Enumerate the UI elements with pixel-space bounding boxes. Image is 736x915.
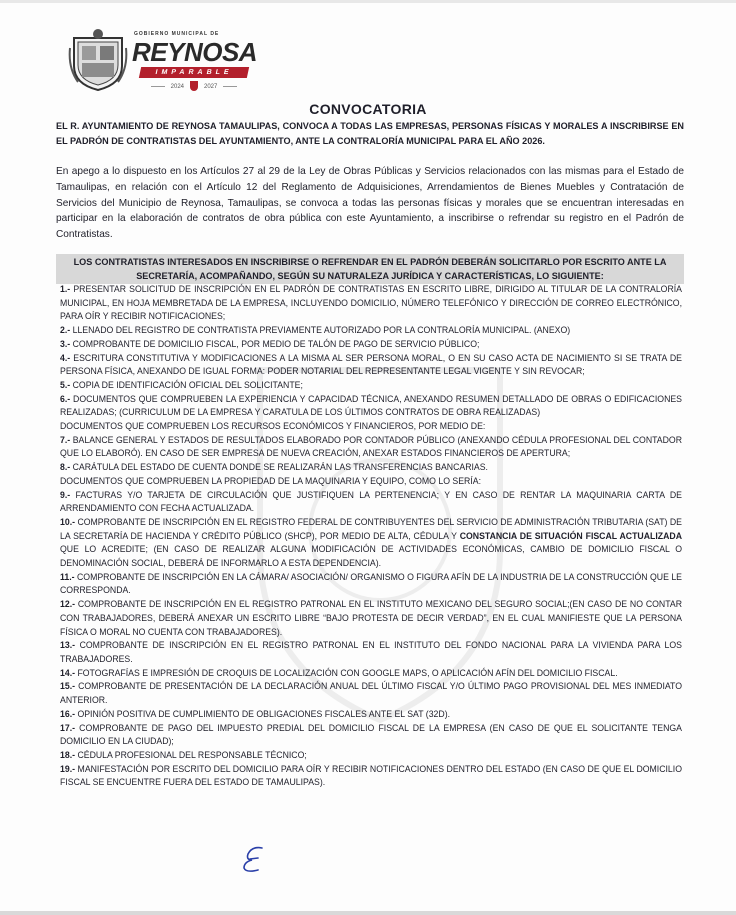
requirement-text: CÉDULA PROFESIONAL DEL RESPONSABLE TÉCNICO; — [75, 749, 307, 760]
requirement-item — [60, 324, 682, 338]
requirement-item — [60, 749, 682, 763]
requirement-item — [60, 489, 682, 516]
requirement-number: 16.- — [60, 708, 76, 719]
requirement-text: LLENADO DEL REGISTRO DE CONTRATISTA PREVIAMENTE AUTORIZADO POR LA CONTRALORÍA MUNICIPAL. (ANEXO) — [70, 325, 571, 336]
requirement-text: COMPROBANTE DE PAGO DEL IMPUESTO PREDIAL DEL DOMICILIO FISCAL DE LA EMPRESA (EN CASO DE QUE EL SOLICITANTE TENGA DOMICILIO EN LA CIUDAD); — [60, 722, 682, 747]
requirement-item — [60, 708, 682, 722]
requirement-item — [60, 338, 682, 352]
government-line: GOBIERNO MUNICIPAL DE — [134, 31, 220, 37]
requirement-number: 10.- — [60, 516, 76, 527]
requirement-item — [60, 393, 682, 420]
requirement-item — [60, 434, 682, 461]
requirement-number: 18.- — [60, 749, 76, 760]
requirement-number: 8.- — [60, 462, 71, 473]
requirement-text: COMPROBANTE DE INSCRIPCIÓN EN EL REGISTRO PATRONAL EN EL INSTITUTO MEXICANO DEL SEGURO SOCIAL;(EN CASO DE NO CONTAR CON TRABAJADORES, DEBERÁ ANEXAR UN ESCRITO LIBRE “BAJO PROTESTA DE DECIR VERDAD”, EN EL CUAL MANIFIESTE QUE LA PERSONA FÍSICA O MORAL NO CUENTA CON TRABAJADORES). — [60, 599, 682, 637]
requirement-text: COMPROBANTE DE INSCRIPCIÓN EN EL REGISTRO PATRONAL EN EL INSTITUTO DEL FONDO NACIONAL PARA LA VIVIENDA PARA LOS TRABAJADORES. — [60, 640, 682, 664]
intro-statement: EL R. AYUNTAMIENTO DE REYNOSA TAMAULIPAS, CONVOCA A TODAS LAS EMPRESAS, PERSONAS FÍSICAS Y MORALES A INSCRIBIRSE EN EL PADRÓN DE CONTRATISTAS DEL AYUNTAMIENTO, ANTE LA CONTRALORÍA MUNICIPAL PARA EL AÑO 2026. — [56, 121, 684, 146]
requirement-text: DOCUMENTOS QUE COMPRUEBEN LA EXPERIENCIA Y CAPACIDAD TÉCNICA, ANEXANDO RESUMEN DETALLADO DE OBRAS O EDIFICACIONES REALIZADAS; (CURRICULUM DE LA EMPRESA Y CARATULA DE LOS ÚLTIMOS CONTRATOS DE OBRA REALIZADAS) — [60, 393, 682, 418]
requirement-item — [60, 283, 682, 324]
requirement-subheading: DOCUMENTOS QUE COMPRUEBEN LA PROPIEDAD DE LA MAQUINARIA Y EQUIPO, COMO LO SERÍA: — [60, 475, 482, 486]
requirement-item — [60, 379, 682, 393]
requirement-text: COMPROBANTE DE INSCRIPCIÓN EN LA CÁMARA/ ASOCIACIÓN/ ORGANISMO O FIGURA AFÍN DE LA INDUSTRIA DE LA CONSTRUCCIÓN QUE LE CORRESPONDA. — [60, 571, 682, 596]
year-start: 2024 — [170, 83, 184, 90]
requirement-item — [60, 598, 682, 639]
requirement-number: 5.- — [60, 379, 71, 390]
requirement-text: FOTOGRAFÍAS E IMPRESIÓN DE CROQUIS DE LOCALIZACIÓN CON GOOGLE MAPS, O APLICACIÓN AFÍN DEL DOMICILIO FISCAL. — [75, 667, 618, 678]
requirement-number: 14.- — [60, 667, 76, 678]
requirement-item — [60, 461, 682, 475]
requirement-number: 4.- — [60, 352, 71, 363]
requirement-number: 19.- — [60, 763, 76, 774]
requirement-number: 6.- — [60, 393, 71, 404]
requirement-number: 1.- — [60, 284, 71, 294]
requirement-text: ESCRITURA CONSTITUTIVA Y MODIFICACIONES A LA MISMA AL SER PERSONA MORAL, O EN SU CASO ACTA DE NACIMIENTO SI SE TRATA DE PERSONA FÍSICA, ANEXANDO DE IGUAL FORMA: PODER NOTARIAL DEL REPRESENTANTE LEGAL VIGENTE Y SIN REVOCAR; — [60, 352, 682, 377]
city-name: REYNOSA — [132, 37, 258, 67]
requirement-item — [60, 639, 682, 666]
legal-paragraph: En apego a lo dispuesto en los Artículos 27 al 29 de la Ley de Obras Públicas y Servicios relacionados con las mismas para el Estado de Tamaulipas, en relación con el Artículo 12 del Reglamento de Adquisiciones, Arrendamientos de Bienes Muebles y Contratación de Servicios del Municipio de Reynosa, Tamaulipas, se convoca a todas las personas físicas y morales que se encuentran interesadas en participar en la elaboración de contratos de obra pública con este Ayuntamiento, a inscribirse o refrendar su registro en el Padrón de Contratistas. — [56, 166, 684, 241]
requirement-text: PRESENTAR SOLICITUD DE INSCRIPCIÓN EN EL PADRÓN DE CONTRATISTAS EN ESCRITO LIBRE, DIRIGIDO AL TITULAR DE LA CONTRALORÍA MUNICIPAL, EN HOJA MEMBRETADA DE LA EMPRESA, INCLUYENDO DOMICILIO, NÚMERO TELEFÓNICO Y DIRECCIÓN DE CORREO ELECTRÓNICO, PARA OÍR Y RECIBIR NOTIFICACIONES; — [60, 284, 682, 322]
requirement-number: 15.- — [60, 681, 76, 692]
requirement-text: CARÁTULA DEL ESTADO DE CUENTA DONDE SE REALIZARÁN LAS TRANSFERENCIAS BANCARIAS. — [70, 462, 488, 473]
requirement-text: OPINIÓN POSITIVA DE CUMPLIMIENTO DE OBLIGACIONES FISCALES ANTE EL SAT (32D). — [75, 708, 451, 719]
requirement-number: 3.- — [60, 338, 71, 349]
tagline-banner: IMPARABLE — [139, 67, 249, 78]
requirement-item — [60, 667, 682, 681]
requirement-text: MANIFESTACIÓN POR ESCRITO DEL DOMICILIO PARA OÍR Y RECIBIR NOTIFICACIONES DENTRO DEL ESTADO (EN CASO DE QUE EL DOMICILIO FISCAL SE ENCUENTRE FUERA DEL ESTADO DE TAMAULIPAS). — [60, 763, 682, 788]
requirement-subheading: DOCUMENTOS QUE COMPRUEBEN LOS RECURSOS ECONÓMICOS Y FINANCIEROS, POR MEDIO DE: — [60, 421, 486, 432]
coat-of-arms-icon — [68, 28, 128, 92]
handwritten-initial-icon — [238, 842, 272, 874]
page-title: CONVOCATORIA — [309, 101, 427, 117]
municipal-logo — [68, 28, 258, 98]
requirement-text: FACTURAS Y/O TARJETA DE CIRCULACIÓN QUE JUSTIFIQUEN LA PERTENENCIA; Y EN CASO DE RENTAR LA MAQUINARIA CARTA DE ARRENDAMIENTO CON FECHA ACTUALIZADA. — [60, 489, 682, 514]
requirement-number: 9.- — [60, 489, 71, 500]
requirement-item — [60, 516, 682, 571]
requirement-text: COPIA DE IDENTIFICACIÓN OFICIAL DEL SOLICITANTE; — [70, 379, 303, 390]
scan-edge-bottom — [0, 911, 736, 915]
shield-icon — [190, 81, 198, 91]
requirement-item — [60, 571, 682, 598]
requirement-text: COMPROBANTE DE PRESENTACIÓN DE LA DECLARACIÓN ANUAL DEL ÚLTIMO FISCAL Y/O ÚLTIMO PAGO PROVISIONAL DEL MES INMEDIATO ANTERIOR. — [60, 681, 682, 706]
year-end: 2027 — [204, 83, 218, 90]
requirement-item — [60, 680, 682, 707]
requirement-number: 7.- — [60, 434, 71, 445]
scan-edge-top — [0, 0, 736, 3]
requirement-number: 17.- — [60, 722, 76, 733]
requirement-emphasis: CONSTANCIA DE SITUACIÓN FISCAL ACTUALIZADA — [459, 530, 682, 541]
requirement-number: 2.- — [60, 325, 71, 336]
requirement-number: 13.- — [60, 640, 76, 651]
requirement-number: 12.- — [60, 599, 76, 610]
requirement-text-tail: QUE LO ACREDITE; (EN CASO DE REALIZAR ALGUNA MODIFICACIÓN DE ACTIVIDADES ECONÓMICAS, CAMBIO DE DOMICILIO FISCAL O DENOMINACIÓN SOCIAL, DEBERÁ DE INFORMARLO A ESTA DEPENDENCIA). — [60, 544, 682, 569]
requirement-text: BALANCE GENERAL Y ESTADOS DE RESULTADOS ELABORADO POR CONTADOR PÚBLICO (ANEXANDO CÉDULA PROFESIONAL DEL CONTADOR QUE LO ELABORÓ). EN CASO DE SER EMPRESA DE NUEVA CREACIÓN, ANEXAR ESTADOS FINANCIEROS DE APERTURA; — [60, 434, 682, 459]
requirement-text: COMPROBANTE DE INSCRIPCIÓN EN EL REGISTRO FEDERAL DE CONTRIBUYENTES DEL SERVICIO DE ADMINISTRACIÓN TRIBUTARIA (SAT) DE LA SECRETARÍA DE HACIENDA Y CRÉDITO PÚBLICO (SHCP), POR MEDIO DE ALTA, CÉDULA Y — [60, 516, 682, 541]
requirement-text: COMPROBANTE DE DOMICILIO FISCAL, POR MEDIO DE TALÓN DE PAGO DE SERVICIO PÚBLICO; — [70, 338, 480, 349]
requirement-item — [60, 352, 682, 379]
requirement-item — [60, 763, 682, 790]
requirements-list — [60, 283, 682, 790]
requirement-number: 11.- — [60, 571, 75, 582]
administration-years — [144, 81, 244, 91]
requirements-header: LOS CONTRATISTAS INTERESADOS EN INSCRIBIRSE O REFRENDAR EN EL PADRÓN DEBERÁN SOLICITARLO POR ESCRITO ANTE LA SECRETARÍA, ACOMPAÑANDO, SEGÚN SU NATURALEZA JURÍDICA Y CARACTERÍSTICAS, LO SIGUIENTE: — [73, 257, 667, 281]
requirement-item — [60, 722, 682, 749]
